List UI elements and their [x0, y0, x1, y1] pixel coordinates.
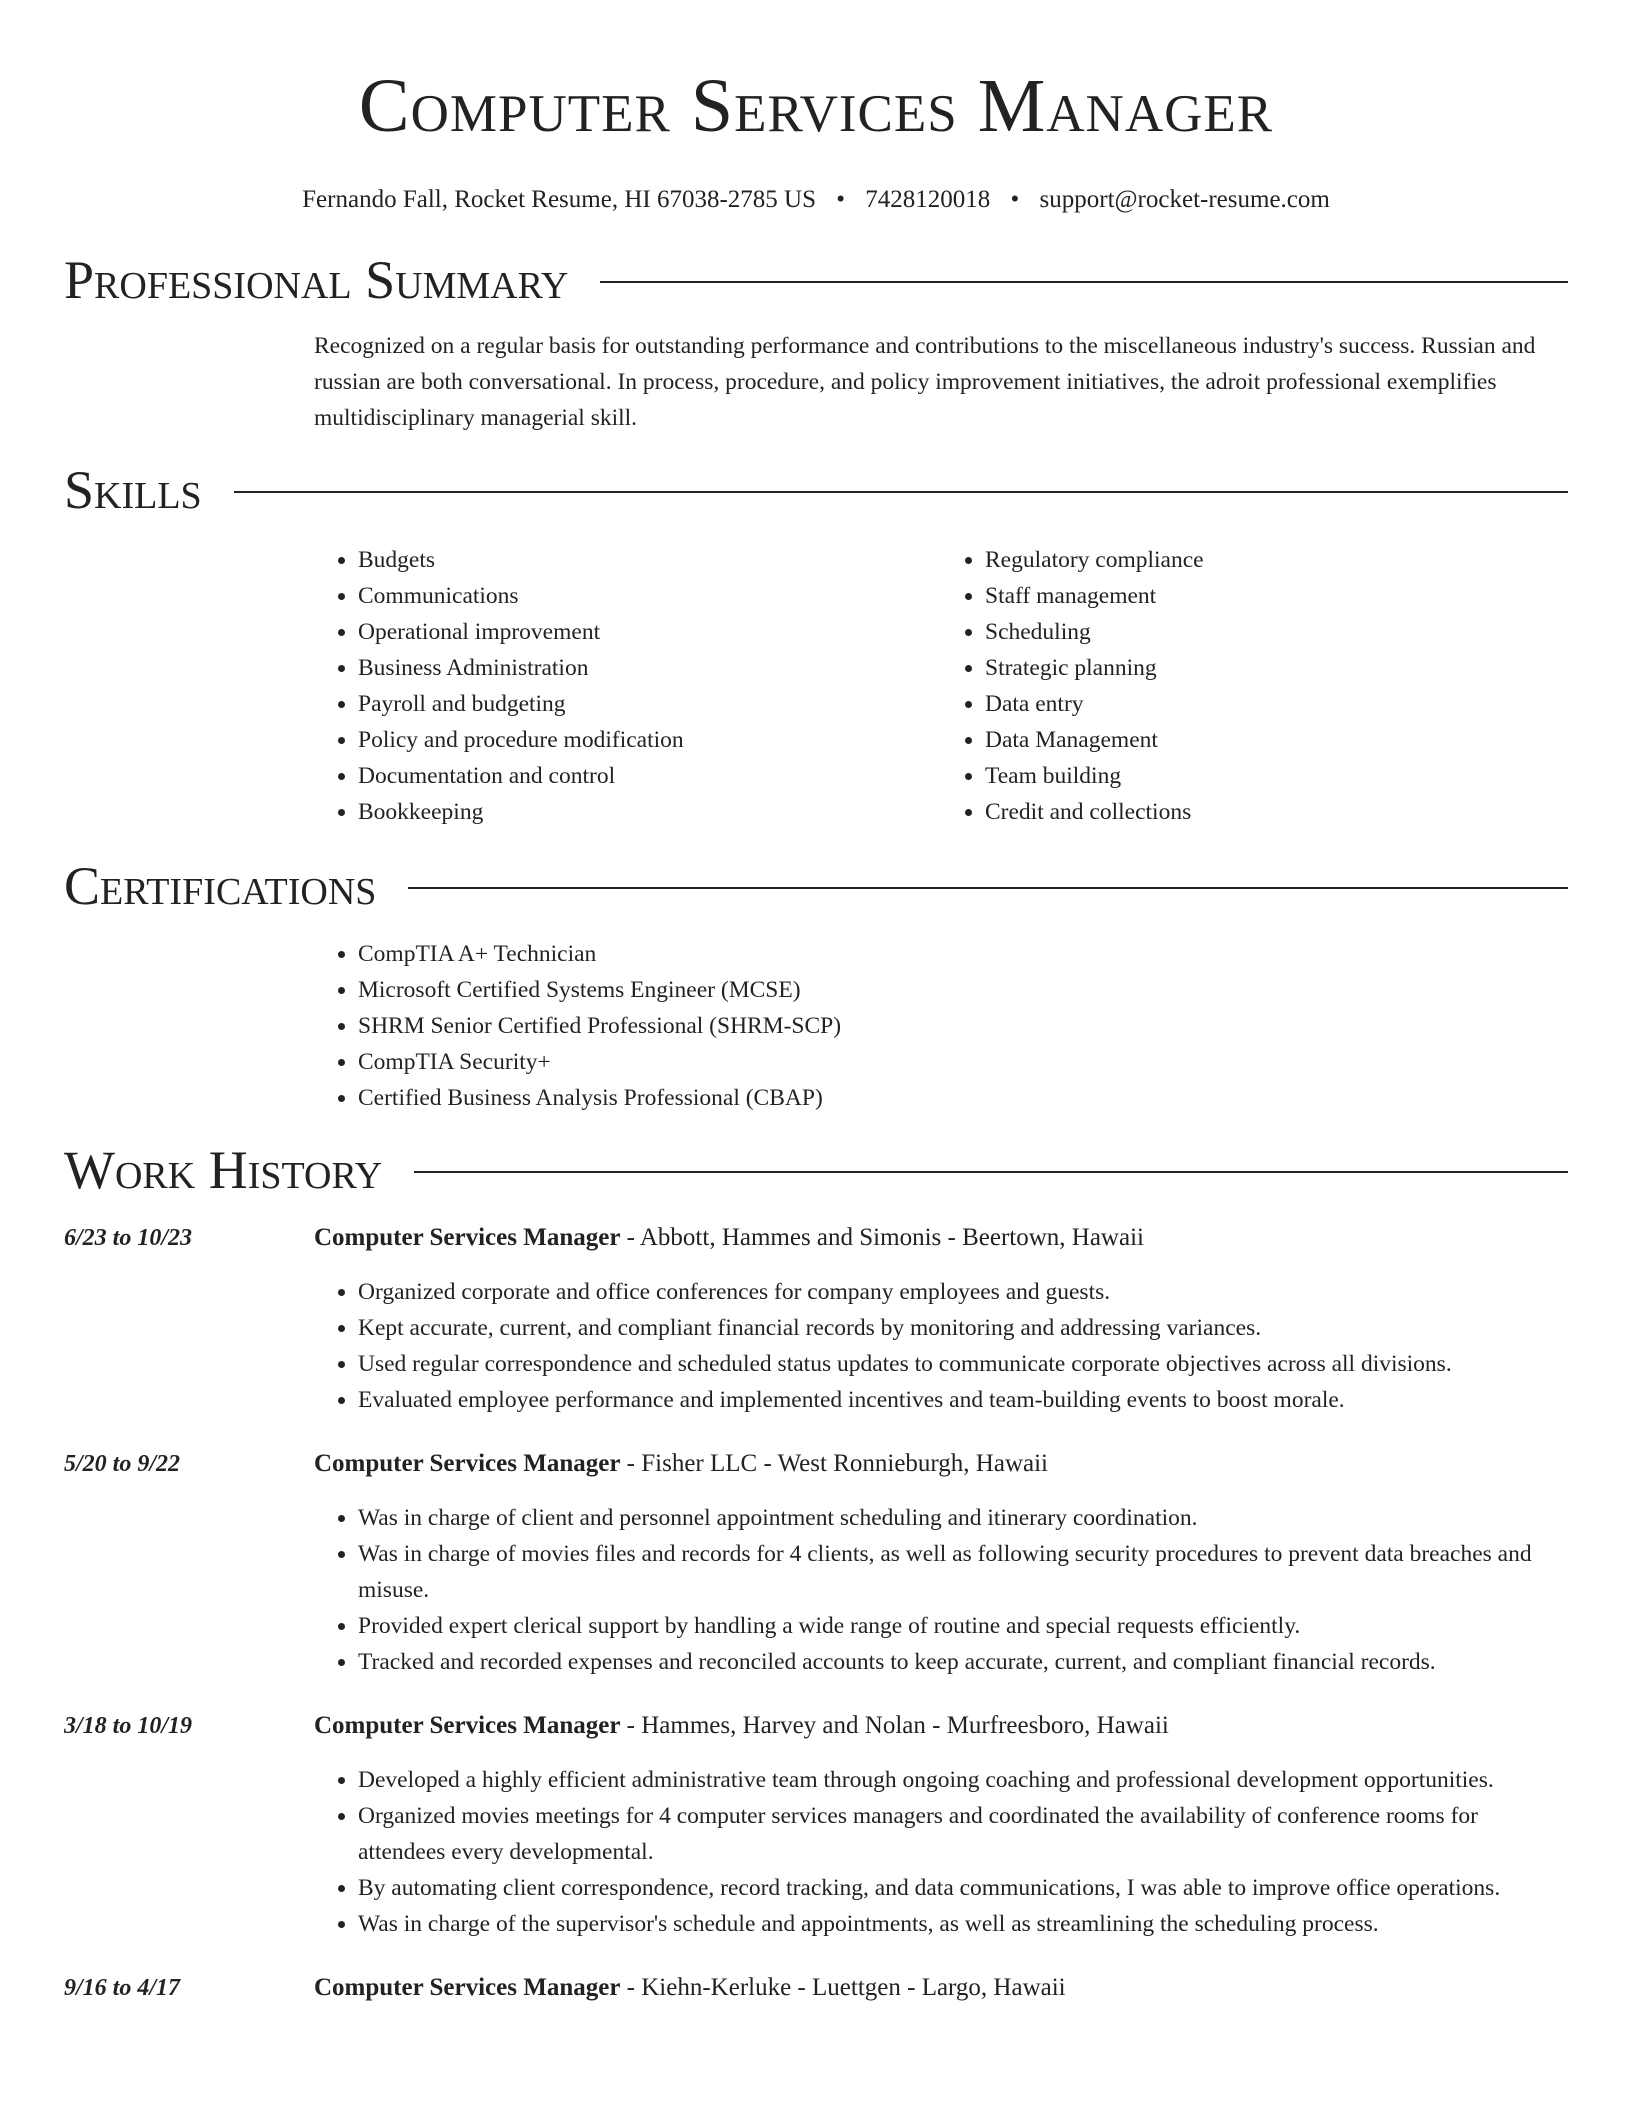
- list-item: • Scheduling: [985, 614, 1568, 650]
- section-divider: [408, 887, 1568, 889]
- list-item: • By automating client correspondence, record tracking, and data communications, I was able to improve office operations.: [358, 1870, 1568, 1906]
- job-entry: [64, 1970, 1568, 2006]
- job-body: [314, 1970, 1568, 2006]
- job-bullets: [314, 1762, 1568, 1942]
- job-employer: - Hammes, Harvey and Nolan - Murfreesboro, Hawaii: [620, 1712, 1169, 1739]
- certifications-section: [314, 936, 1568, 1116]
- job-bullets: [314, 1274, 1568, 1418]
- job-role: Computer Services Manager: [314, 1974, 621, 2001]
- summary-text: Recognized on a regular basis for outstanding performance and contributions to the miscellaneous industry's success. Russian and russian are both conversational. In process, procedure, and policy improvement initiatives, the adroit professional exemplifies multidisciplinary managerial skill.: [314, 333, 1536, 431]
- list-item: • Tracked and recorded expenses and reconciled accounts to keep accurate, current, and compliant financial records.: [358, 1644, 1568, 1680]
- list-item: • Was in charge of client and personnel appointment scheduling and itinerary coordination.: [358, 1500, 1568, 1536]
- list-item: • Evaluated employee performance and implemented incentives and team-building events to boost morale.: [358, 1382, 1568, 1418]
- job-role: Computer Services Manager: [314, 1450, 621, 1477]
- job-entry: [64, 1446, 1568, 1680]
- job-role: Computer Services Manager: [314, 1712, 621, 1739]
- contact-phone: 7428120018: [865, 186, 991, 213]
- list-item: • Was in charge of the supervisor's schedule and appointments, as well as streamlining the scheduling process.: [358, 1906, 1568, 1942]
- job-dates: 3/18 to 10/19: [64, 1713, 193, 1739]
- list-item: • Bookkeeping: [358, 794, 941, 830]
- job-heading: [314, 1446, 1568, 1482]
- list-item: • Budgets: [358, 542, 941, 578]
- list-item: • Certified Business Analysis Professional (CBAP): [358, 1080, 1568, 1116]
- list-item: • Data Management: [985, 722, 1568, 758]
- job-bullets: [314, 1500, 1568, 1680]
- list-item: • CompTIA A+ Technician: [358, 936, 1568, 972]
- list-item: • Documentation and control: [358, 758, 941, 794]
- job-heading: [314, 1708, 1568, 1744]
- contact-address: Fernando Fall, Rocket Resume, HI 67038-2785 US: [302, 186, 816, 213]
- list-item: • Staff management: [985, 578, 1568, 614]
- contact-separator: •: [1010, 186, 1020, 213]
- job-employer: - Fisher LLC - West Ronnieburgh, Hawaii: [620, 1450, 1048, 1477]
- summary-section: [314, 328, 1568, 436]
- skills-heading: Skills: [64, 460, 202, 520]
- certifications-section-header: [64, 854, 1568, 918]
- list-item: • Communications: [358, 578, 941, 614]
- list-item: • Was in charge of movies files and records for 4 clients, as well as following security procedures to prevent data breaches and misuse.: [358, 1536, 1568, 1608]
- page-title: Computer Services Manager: [358, 64, 1274, 148]
- skills-list-right: [941, 542, 1568, 830]
- list-item: • SHRM Senior Certified Professional (SHRM-SCP): [358, 1008, 1568, 1044]
- job-dates: 5/20 to 9/22: [64, 1451, 181, 1477]
- skills-section-header: [64, 458, 1568, 522]
- work-section-header: [64, 1138, 1568, 1202]
- list-item: • Organized corporate and office conferences for company employees and guests.: [358, 1274, 1568, 1310]
- contact-separator: •: [836, 186, 846, 213]
- section-divider: [414, 1171, 1568, 1173]
- contact-email: support@rocket-resume.com: [1039, 186, 1330, 213]
- job-role: Computer Services Manager: [314, 1224, 621, 1251]
- certifications-heading: Certifications: [64, 856, 377, 916]
- list-item: • Regulatory compliance: [985, 542, 1568, 578]
- skills-section: [314, 542, 1568, 830]
- section-divider: [234, 491, 1568, 493]
- list-item: • Team building: [985, 758, 1568, 794]
- list-item: • Organized movies meetings for 4 computer services managers and coordinated the availability of conference rooms for attendees every developmental.: [358, 1798, 1568, 1870]
- job-body: [314, 1708, 1568, 1942]
- contact-line: [64, 182, 1568, 218]
- work-history-section: [64, 1220, 1568, 2006]
- list-item: • Business Administration: [358, 650, 941, 686]
- job-heading: [314, 1970, 1568, 2006]
- work-heading: Work History: [64, 1140, 383, 1200]
- job-employer: - Abbott, Hammes and Simonis - Beertown, Hawaii: [620, 1224, 1144, 1251]
- list-item: • Provided expert clerical support by handling a wide range of routine and special requests efficiently.: [358, 1608, 1568, 1644]
- summary-section-header: [64, 248, 1568, 312]
- list-item: • Data entry: [985, 686, 1568, 722]
- certifications-list: [314, 936, 1568, 1116]
- summary-heading: Professional Summary: [64, 250, 569, 310]
- job-entry: [64, 1708, 1568, 1942]
- job-dates: 6/23 to 10/23: [64, 1225, 193, 1251]
- job-heading: [314, 1220, 1568, 1256]
- job-body: [314, 1446, 1568, 1680]
- list-item: • Credit and collections: [985, 794, 1568, 830]
- job-entry: [64, 1220, 1568, 1418]
- section-divider: [600, 281, 1568, 283]
- list-item: • Operational improvement: [358, 614, 941, 650]
- job-employer: - Kiehn-Kerluke - Luettgen - Largo, Hawaii: [620, 1974, 1066, 2001]
- list-item: • Strategic planning: [985, 650, 1568, 686]
- job-dates: 9/16 to 4/17: [64, 1975, 181, 2001]
- list-item: • Used regular correspondence and scheduled status updates to communicate corporate objectives across all divisions.: [358, 1346, 1568, 1382]
- skills-list-left: [314, 542, 941, 830]
- list-item: • Kept accurate, current, and compliant financial records by monitoring and addressing variances.: [358, 1310, 1568, 1346]
- list-item: • Payroll and budgeting: [358, 686, 941, 722]
- list-item: • Developed a highly efficient administrative team through ongoing coaching and professional development opportunities.: [358, 1762, 1568, 1798]
- list-item: • Policy and procedure modification: [358, 722, 941, 758]
- list-item: • Microsoft Certified Systems Engineer (MCSE): [358, 972, 1568, 1008]
- list-item: • CompTIA Security+: [358, 1044, 1568, 1080]
- job-body: [314, 1220, 1568, 1418]
